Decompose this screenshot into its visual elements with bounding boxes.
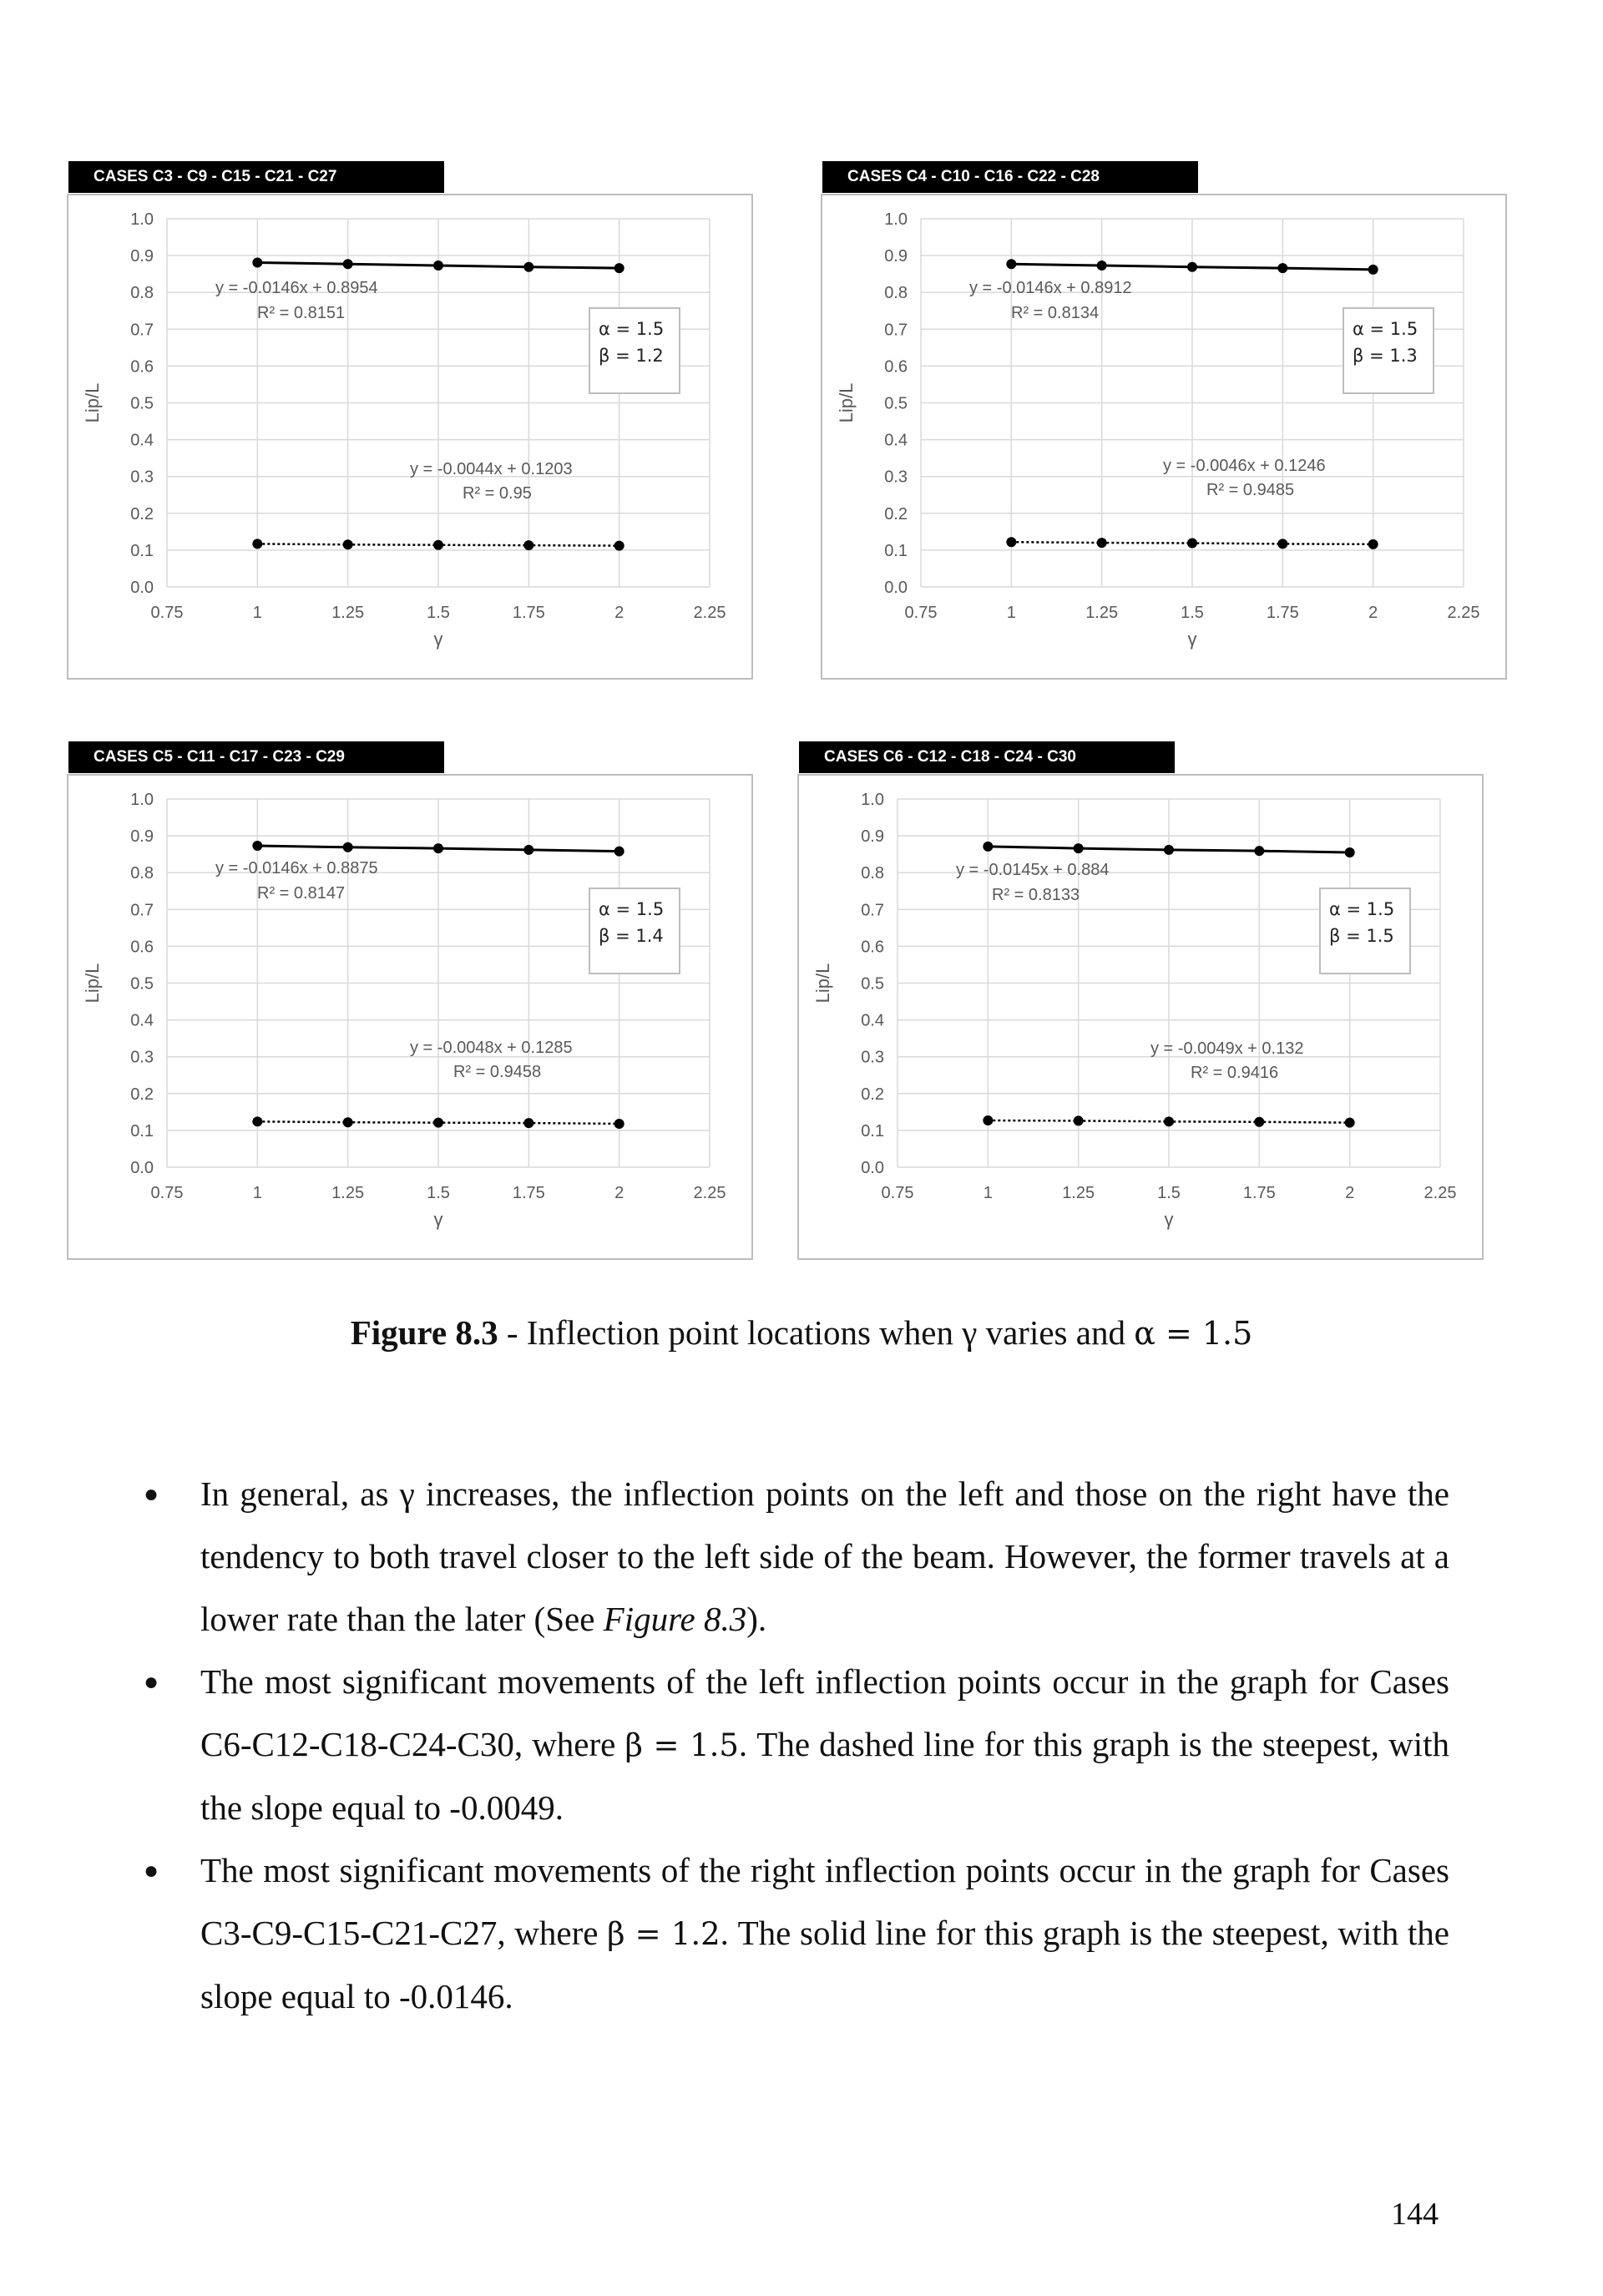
x-tick-label: 1 xyxy=(252,604,262,622)
chart-panel-3 xyxy=(67,774,753,1260)
y-tick-label: 1.0 xyxy=(130,791,154,809)
caption-math: α = 1.5 xyxy=(1134,1315,1253,1352)
trendline-equation-solid: y = -0.0146x + 0.8875 xyxy=(215,859,378,877)
y-axis-label: Lip/L xyxy=(82,963,103,1004)
y-tick-label: 1.0 xyxy=(884,210,908,229)
data-point xyxy=(343,259,353,269)
y-tick-label: 0.5 xyxy=(130,974,154,994)
bullet-item xyxy=(200,1651,1449,1839)
y-tick-label: 0.0 xyxy=(130,1159,154,1177)
data-point xyxy=(1277,539,1287,549)
y-tick-label: 0.5 xyxy=(884,394,908,413)
bullet-item xyxy=(200,1839,1449,2028)
x-tick-label: 1.75 xyxy=(512,1184,545,1202)
data-point xyxy=(1277,263,1287,273)
data-point xyxy=(1074,1115,1084,1125)
data-point xyxy=(1187,539,1197,549)
y-tick-label: 0.1 xyxy=(130,541,154,560)
trendline-equation-dotted: y = -0.0046x + 0.1246 xyxy=(1163,457,1326,475)
data-point xyxy=(1368,265,1378,275)
x-tick-label: 1.5 xyxy=(1157,1184,1181,1202)
data-point xyxy=(343,842,353,852)
x-tick-label: 2 xyxy=(614,1184,625,1202)
y-tick-label: 0.6 xyxy=(130,938,154,957)
y-axis-label: Lip/L xyxy=(82,382,103,423)
trendline-r2-solid: R² = 0.8134 xyxy=(1011,304,1100,322)
x-tick-label: 1.5 xyxy=(427,1184,450,1202)
y-tick-label: 0.4 xyxy=(130,1011,154,1030)
data-point xyxy=(1254,846,1264,856)
trendline-r2-dotted: R² = 0.9416 xyxy=(1191,1064,1279,1082)
data-point xyxy=(983,1115,993,1125)
x-tick-label: 1.25 xyxy=(331,1184,365,1202)
y-tick-label: 0.0 xyxy=(130,579,154,597)
chart-title-2: CASES C4 - C10 - C16 - C22 - C28 xyxy=(822,161,1198,193)
bullet-text: β = 1.5 xyxy=(625,1727,739,1763)
y-tick-label: 0.9 xyxy=(884,247,908,266)
chart-svg xyxy=(822,195,1505,678)
x-tick-label: 1.75 xyxy=(512,604,545,622)
data-point xyxy=(983,842,993,852)
bullet-text: ). xyxy=(746,1600,767,1638)
data-point xyxy=(1006,259,1016,269)
bullet-text: In general, as γ increases, the inflection points on the left and those on the right have the tendency to both travel closer to the left side of the beam. However, the former travels at a lower rate than the later (See xyxy=(200,1474,1449,1638)
legend-line: α = 1.5 xyxy=(599,899,665,919)
y-axis-label: Lip/L xyxy=(836,382,857,423)
x-tick-label: 0.75 xyxy=(881,1184,914,1202)
caption-text: Inflection point locations when γ varies and xyxy=(526,1313,1135,1352)
bullet-list xyxy=(200,1463,1449,2028)
bullet-text: . The solid line for this graph is the steepest, with the slope equal to -0.0146. xyxy=(200,1914,1449,2015)
y-tick-label: 0.2 xyxy=(861,1085,884,1104)
x-axis-label: γ xyxy=(1164,1209,1174,1230)
data-point xyxy=(523,262,533,272)
x-axis-label: γ xyxy=(433,1209,443,1230)
chart-title-4: CASES C6 - C12 - C18 - C24 - C30 xyxy=(799,741,1175,773)
trendline-equation-solid: y = -0.0145x + 0.884 xyxy=(956,861,1110,879)
x-tick-label: 1 xyxy=(252,1184,262,1202)
bullet-text: . The dashed line for this graph is the steepest, with the slope equal to -0.0049. xyxy=(200,1725,1449,1827)
x-tick-label: 2.25 xyxy=(693,1184,726,1202)
data-point xyxy=(614,541,625,551)
data-point xyxy=(433,260,443,271)
y-tick-label: 1.0 xyxy=(861,791,884,809)
data-point xyxy=(1187,262,1197,272)
chart-svg xyxy=(68,195,751,678)
trendline-equation-dotted: y = -0.0044x + 0.1203 xyxy=(410,460,573,478)
y-tick-label: 0.4 xyxy=(884,431,908,450)
legend-line: α = 1.5 xyxy=(1353,319,1418,339)
page-number: 144 xyxy=(1391,2197,1439,2232)
y-tick-label: 0.6 xyxy=(130,357,154,377)
x-tick-label: 1.25 xyxy=(331,604,365,622)
y-tick-label: 0.3 xyxy=(861,1048,884,1067)
bullet-text: β = 1.2 xyxy=(607,1916,721,1952)
chart-panel-2 xyxy=(821,194,1507,680)
data-point xyxy=(1164,1116,1174,1126)
figure-label: Figure 8.3 xyxy=(350,1313,498,1352)
trendline-r2-solid: R² = 0.8151 xyxy=(257,304,346,322)
x-axis-label: γ xyxy=(1187,629,1197,650)
data-point xyxy=(1368,539,1378,549)
x-tick-label: 2.25 xyxy=(693,604,726,622)
x-tick-label: 1.25 xyxy=(1062,1184,1095,1202)
trendline-equation-dotted: y = -0.0049x + 0.132 xyxy=(1150,1039,1304,1058)
x-tick-label: 2 xyxy=(614,604,625,622)
data-point xyxy=(1345,1118,1355,1128)
y-tick-label: 0.9 xyxy=(130,247,154,266)
y-tick-label: 0.1 xyxy=(861,1121,884,1140)
chart-panel-1 xyxy=(67,194,753,680)
chart-svg xyxy=(68,776,751,1258)
y-tick-label: 0.9 xyxy=(861,827,884,847)
trendline-r2-dotted: R² = 0.9485 xyxy=(1206,481,1295,499)
x-tick-label: 1.75 xyxy=(1266,604,1299,622)
data-point xyxy=(1164,845,1174,855)
data-point xyxy=(1097,538,1107,548)
data-point xyxy=(252,841,262,851)
x-tick-label: 2 xyxy=(1345,1184,1355,1202)
legend-line: β = 1.4 xyxy=(599,926,664,946)
y-tick-label: 0.2 xyxy=(884,504,908,523)
x-tick-label: 0.75 xyxy=(904,604,938,622)
trendline-r2-solid: R² = 0.8133 xyxy=(992,886,1080,904)
y-tick-label: 0.8 xyxy=(130,284,154,303)
chart-panel-4 xyxy=(797,774,1484,1260)
y-tick-label: 0.4 xyxy=(130,431,154,450)
data-point xyxy=(252,1116,262,1126)
data-point xyxy=(343,539,353,549)
data-point xyxy=(433,843,443,853)
figure-caption xyxy=(0,1312,1603,1353)
data-point xyxy=(614,847,625,857)
data-point xyxy=(1097,260,1107,271)
data-point xyxy=(1345,847,1355,857)
x-tick-label: 2 xyxy=(1368,604,1378,622)
y-tick-label: 0.5 xyxy=(861,974,884,994)
trendline-equation-dotted: y = -0.0048x + 0.1285 xyxy=(410,1039,573,1057)
trendline-equation-solid: y = -0.0146x + 0.8954 xyxy=(215,279,378,297)
y-tick-label: 0.7 xyxy=(861,901,884,920)
y-tick-label: 0.8 xyxy=(861,864,884,883)
trendline-r2-dotted: R² = 0.9458 xyxy=(453,1063,542,1081)
x-tick-label: 2.25 xyxy=(1447,604,1480,622)
legend-line: α = 1.5 xyxy=(1329,899,1395,919)
y-tick-label: 0.1 xyxy=(884,541,908,560)
parameter-legend xyxy=(1343,307,1434,394)
parameter-legend xyxy=(1319,888,1411,974)
data-point xyxy=(433,540,443,550)
x-axis-label: γ xyxy=(433,629,443,650)
x-tick-label: 1.75 xyxy=(1242,1184,1276,1202)
chart-title-3: CASES C5 - C11 - C17 - C23 - C29 xyxy=(68,741,444,773)
chart-title-1: CASES C3 - C9 - C15 - C21 - C27 xyxy=(68,161,444,193)
data-point xyxy=(614,1119,625,1129)
legend-line: α = 1.5 xyxy=(599,319,665,339)
y-tick-label: 0.2 xyxy=(130,1085,154,1104)
x-tick-label: 1.5 xyxy=(1181,604,1204,622)
legend-line: β = 1.2 xyxy=(599,346,664,366)
y-tick-label: 0.6 xyxy=(861,938,884,957)
y-tick-label: 0.0 xyxy=(861,1159,884,1177)
y-tick-label: 0.0 xyxy=(884,579,908,597)
caption-separator: - xyxy=(498,1313,527,1352)
trendline-equation-solid: y = -0.0146x + 0.8912 xyxy=(969,279,1132,297)
y-tick-label: 0.5 xyxy=(130,394,154,413)
y-tick-label: 0.1 xyxy=(130,1121,154,1140)
y-tick-label: 0.3 xyxy=(884,468,908,487)
data-point xyxy=(1254,1117,1264,1127)
data-point xyxy=(252,257,262,267)
bullet-text: The most significant movements of the right inflection points occur in the graph for Cases C3-C9-C15-C21-C27, where xyxy=(200,1851,1449,1952)
chart-svg xyxy=(799,776,1482,1258)
parameter-legend xyxy=(589,888,680,974)
parameter-legend xyxy=(589,307,680,394)
data-point xyxy=(614,263,625,273)
data-point xyxy=(433,1118,443,1128)
y-tick-label: 0.6 xyxy=(884,357,908,377)
y-tick-label: 1.0 xyxy=(130,210,154,229)
trendline-r2-dotted: R² = 0.95 xyxy=(463,484,532,503)
x-tick-label: 0.75 xyxy=(150,604,184,622)
x-tick-label: 0.75 xyxy=(150,1184,184,1202)
y-tick-label: 0.7 xyxy=(130,901,154,920)
legend-line: β = 1.5 xyxy=(1329,926,1394,946)
legend-line: β = 1.3 xyxy=(1353,346,1418,366)
data-point xyxy=(343,1117,353,1127)
y-tick-label: 0.8 xyxy=(884,284,908,303)
y-tick-label: 0.2 xyxy=(130,504,154,523)
y-axis-label: Lip/L xyxy=(812,963,833,1004)
y-tick-label: 0.7 xyxy=(130,321,154,340)
x-tick-label: 1 xyxy=(983,1184,993,1202)
x-tick-label: 1.5 xyxy=(427,604,450,622)
trendline-r2-solid: R² = 0.8147 xyxy=(257,884,346,903)
y-tick-label: 0.3 xyxy=(130,1048,154,1067)
data-point xyxy=(523,845,533,855)
data-point xyxy=(1006,537,1016,547)
bullet-text: The most significant movements of the left inflection points occur in the graph for Cases C6-C12-C18-C24-C30, where xyxy=(200,1662,1449,1763)
y-tick-label: 0.3 xyxy=(130,468,154,487)
x-tick-label: 1 xyxy=(1006,604,1016,622)
y-tick-label: 0.9 xyxy=(130,827,154,847)
x-tick-label: 2.25 xyxy=(1423,1184,1457,1202)
y-tick-label: 0.4 xyxy=(861,1011,884,1030)
y-tick-label: 0.7 xyxy=(884,321,908,340)
y-tick-label: 0.8 xyxy=(130,864,154,883)
data-point xyxy=(523,540,533,550)
x-tick-label: 1.25 xyxy=(1085,604,1119,622)
bullet-text: Figure 8.3 xyxy=(603,1600,747,1638)
data-point xyxy=(252,539,262,549)
bullet-item xyxy=(200,1463,1449,1651)
data-point xyxy=(523,1118,533,1128)
data-point xyxy=(1074,843,1084,853)
